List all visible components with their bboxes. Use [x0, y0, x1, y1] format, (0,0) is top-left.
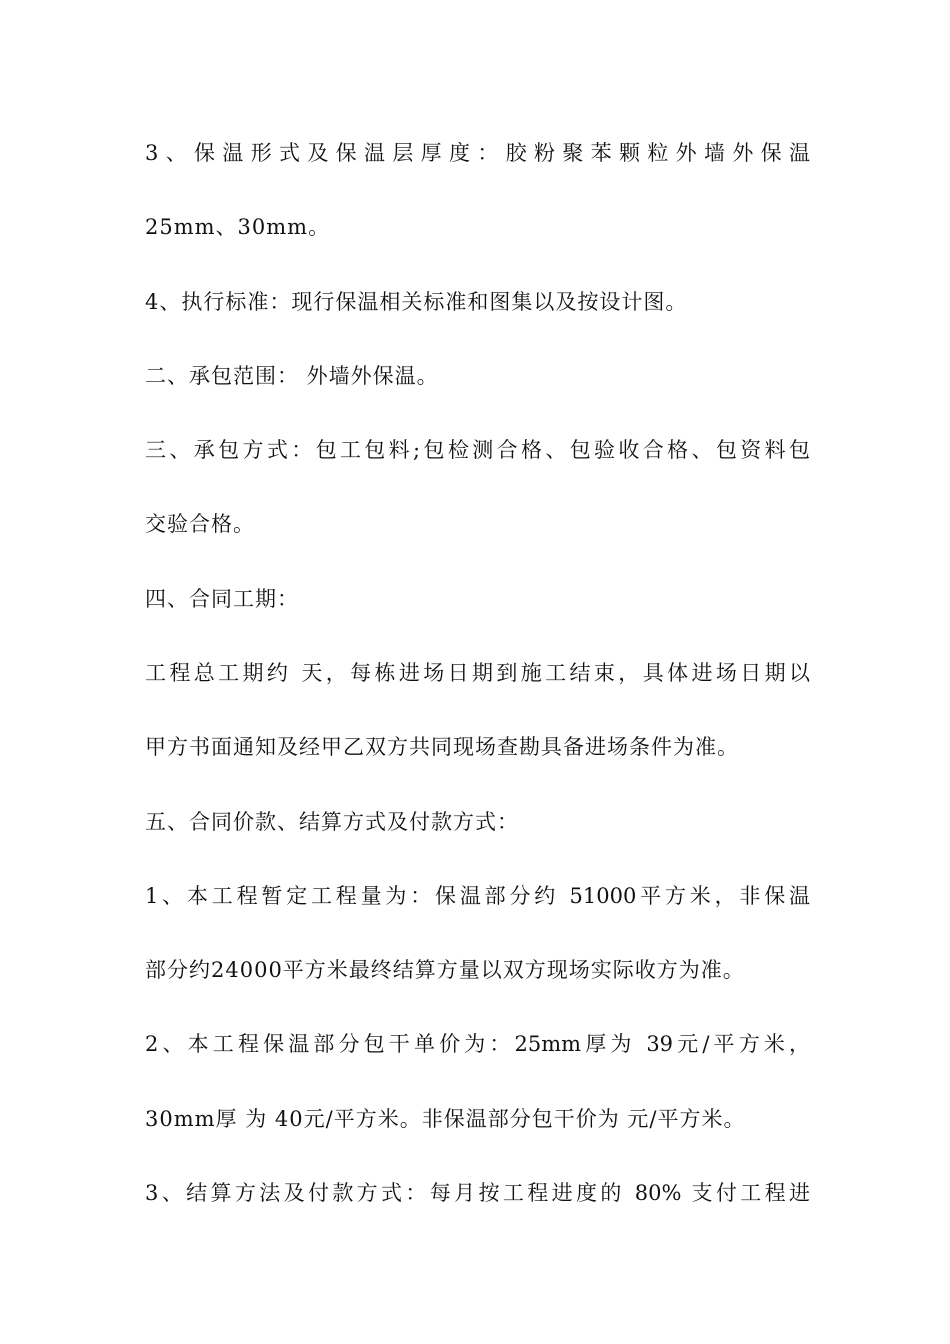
- text-line-8: 工程总工期约 天，每栋进场日期到施工结束，具体进场日期以: [145, 661, 810, 685]
- text-line-1: 3、保温形式及保温层厚度：胶粉聚苯颗粒外墙外保温: [145, 141, 810, 165]
- text-line-9: 甲方书面通知及经甲乙双方共同现场查勘具备进场条件为准。: [145, 735, 739, 759]
- text-line-7: 四、合同工期：: [145, 587, 299, 611]
- text-line-13: 2、本工程保温部分包干单价为：25mm厚为 39元/平方米，: [145, 1032, 810, 1056]
- text-line-14: 30mm厚 为 40元/平方米。非保温部分包干价为 元/平方米。: [145, 1107, 746, 1131]
- text-line-11: 1、本工程暂定工程量为：保温部分约 51000平方米，非保温: [145, 884, 810, 908]
- text-line-2: 25mm、30mm。: [145, 215, 331, 239]
- text-line-4: 二、承包范围： 外墙外保温。: [145, 364, 439, 388]
- text-line-3: 4、执行标准：现行保温相关标准和图集以及按设计图。: [145, 290, 688, 314]
- text-line-5: 三、承包方式：包工包料;包检测合格、包验收合格、包资料包: [145, 438, 810, 462]
- text-line-10: 五、合同价款、结算方式及付款方式：: [145, 810, 519, 834]
- text-line-15: 3、结算方法及付款方式：每月按工程进度的 80% 支付工程进: [145, 1181, 810, 1205]
- text-line-12: 部分约24000平方米最终结算方量以双方现场实际收方为准。: [145, 958, 745, 982]
- text-line-6: 交验合格。: [145, 512, 255, 536]
